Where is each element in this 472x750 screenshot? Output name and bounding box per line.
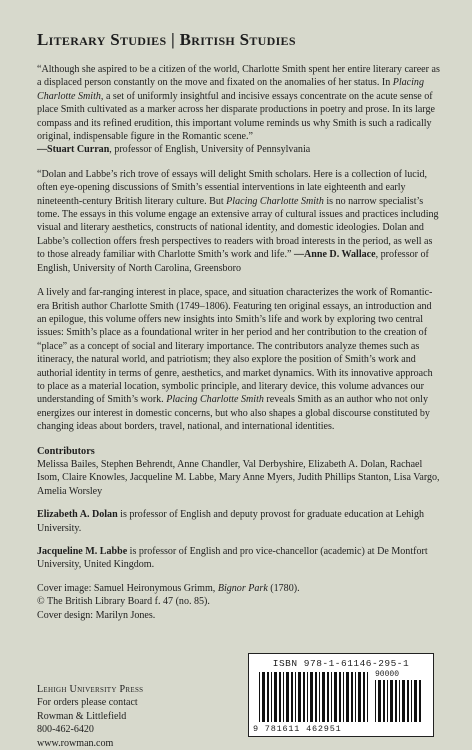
barcode-bar — [343, 672, 344, 722]
barcode-bar — [331, 672, 332, 722]
barcode-bar — [407, 680, 409, 722]
barcode-bar — [259, 672, 260, 722]
barcode-bar — [351, 672, 353, 722]
barcode-bar — [387, 680, 388, 722]
orders-line: For orders please contact — [37, 697, 138, 709]
website-url: www.rowman.com — [37, 737, 114, 749]
barcode-digits: 9 781611 462951 — [253, 724, 342, 734]
book-title: Placing Charlotte Smith — [166, 394, 264, 406]
endorsement-curran: “Although she aspired to be a citizen of the world, Charlotte Smith spent her entire literary career as a displaced person constantly on the move and fixated on the anomalies of her status. In Placing Charlotte Smith, a set of uniformly insightful and incisive essays concentrate on the acute sense of place Smith cultivated as a marker across her disparate productions in poetry and prose. In its large compass and its refined erudition, this important volume reminds us why Smith is such a radically original, indispensable figure in the Romantic scene.” —Stuart Curran, professor of English, University of Pennsylvania — [37, 64, 440, 156]
publisher-name: Lehigh University Press — [37, 684, 144, 695]
barcode-bar — [310, 672, 313, 722]
barcode-bar — [414, 680, 417, 722]
cover-credits — [37, 582, 442, 622]
price-barcode-icon — [375, 680, 423, 722]
endorser-affiliation: , professor of English, University of Pennsylvania — [109, 144, 311, 156]
barcode-bar — [383, 680, 385, 722]
barcode-bar — [315, 672, 317, 722]
barcode-bar — [291, 672, 293, 722]
barcode-bar — [298, 672, 301, 722]
barcode-bar — [358, 672, 361, 722]
barcode-bar — [375, 680, 376, 722]
endorser-name: —Anne D. Wallace — [293, 249, 376, 261]
barcode-icon — [259, 672, 371, 722]
contributors-heading: Contributors — [37, 445, 95, 457]
editor-bio-dolan: Elizabeth A. Dolan is professor of English and deputy provost for graduate education at Lehigh University. — [37, 509, 425, 534]
subject-header: Literary Studies | British Studies — [37, 30, 296, 49]
phone-number: 800-462-6420 — [37, 724, 94, 736]
book-title: Placing Charlotte Smith — [226, 195, 324, 207]
contributors-list: Melissa Bailes, Stephen Behrendt, Anne Chandler, Val Derbyshire, Elizabeth A. Dolan, Rachael Isom, Claire Knowles, Jacqueline M. Labbe, Mary Anne Myers, Judith Phillips Stanton, Lisa Vargo, Amelia Worsley — [37, 458, 440, 497]
barcode-bar — [271, 672, 272, 722]
contributors-section — [37, 445, 442, 499]
barcode-bar — [307, 672, 308, 722]
barcode-bar — [274, 672, 277, 722]
barcode-bar — [399, 680, 400, 722]
book-description: A lively and far-ranging interest in place, space, and situation characterizes the work of Romantic-era British author Charlotte Smith (1749–1806). Featuring ten original essays, an introduction and an epilogue, this volume offers new insights into Smith’s life and work by exploring two central issues: Smith’s place as a foundational writer in her period and her contribution to the creation of “place” as a concept of social and literary importance. The contributors analyze themes such as itineracy, the natural world, and patriotism; they also explore the position of Smith’s work and authorial identity in terms of genre, aesthetics, and market dynamics. With its innovative approach to place as a material location, symbolic principle, and literary device, this volume advances our understanding of Smith’s work. Placing Charlotte Smith reveals Smith as an author who not only energizes our interest in domestic concerns, but who also shapes a global discourse constituted by changing ideas about borders, travel, national, and international identities. — [37, 287, 433, 433]
barcode-bar — [319, 672, 320, 722]
barcode-bar — [346, 672, 349, 722]
distributor-name: Rowman & Littlefield — [37, 710, 127, 722]
barcode-bar — [419, 680, 421, 722]
isbn-barcode — [248, 653, 434, 737]
barcode-bar — [286, 672, 289, 722]
endorser-affiliation: , professor of English, University of North Carolina, Greensboro — [37, 249, 429, 274]
barcode-bar — [303, 672, 305, 722]
editor-name: Elizabeth A. Dolan — [37, 509, 118, 521]
barcode-bar — [367, 672, 368, 722]
barcode-bar — [327, 672, 329, 722]
back-cover — [37, 30, 442, 632]
barcode-bar — [283, 672, 284, 722]
barcode-bar — [390, 680, 393, 722]
barcode-bar — [363, 672, 365, 722]
price-code: 90000 — [375, 670, 400, 679]
barcode-bar — [262, 672, 265, 722]
barcode-bar — [279, 672, 281, 722]
editor-name: Jacqueline M. Labbe — [37, 546, 128, 557]
barcode-bar — [395, 680, 397, 722]
copyright-line: © The British Library Board f. 47 (no. 85). — [37, 596, 210, 608]
barcode-bar — [267, 672, 269, 722]
endorsement-wallace: “Dolan and Labbe’s rich trove of essays will delight Smith scholars. Here is a collection of lucid, often eye-opening discussions of Smith’s essential interventions in late eighteenth and early nineteenth-century British literary culture. But Placing Charlotte Smith is no narrow specialist’s tome. The essays in this volume engage an extensive array of cultural issues and practices including visual and literary aesthetics, constructs of national identity, and domestic ideologies. Dolan and Labbe’s collection offers fresh perspectives to readers with broad interests in the period, as well as to those already familiar with Charlotte Smith’s work and life.” —Anne D. Wallace, professor of English, University of North Carolina, Greensboro — [37, 168, 439, 274]
barcode-bar — [355, 672, 356, 722]
publisher-info — [37, 683, 143, 750]
barcode-bar — [378, 680, 381, 722]
barcode-bar — [339, 672, 341, 722]
barcode-bar — [411, 680, 412, 722]
barcode-bar — [322, 672, 325, 722]
editor-bio-labbe: Jacqueline M. Labbe is professor of English and pro vice-chancellor (academic) at De Montfort University, United Kingdom. — [37, 546, 428, 571]
cover-design-credit: Cover design: Marilyn Jones. — [37, 609, 156, 621]
book-title: Placing Charlotte Smith — [37, 77, 424, 102]
isbn-label: ISBN 978-1-61146-295-1 — [272, 658, 410, 669]
cover-image-credit: Cover image: Samuel Heironymous Grimm, Bignor Park (1780). — [37, 582, 300, 594]
barcode-bar — [295, 672, 296, 722]
endorser-name: —Stuart Curran — [37, 144, 110, 156]
barcode-bar — [402, 680, 405, 722]
barcode-bar — [334, 672, 337, 722]
